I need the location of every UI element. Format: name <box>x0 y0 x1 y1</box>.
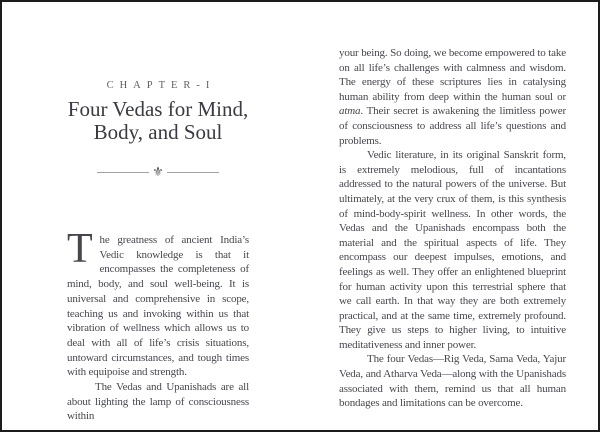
ornament-line-right <box>167 172 219 173</box>
right-page-text <box>339 46 566 411</box>
chapter-label: CHAPTER-I <box>106 80 216 91</box>
chapter-title-line2: Body, and Soul <box>93 120 223 144</box>
text-run: he greatness of ancient India’s Vedic knowledge is that it encompasses the completeness of mind, body, and soul well-being. It is universal and comprehensive in scope, teaching us and invoking within us that vibration of wellness which allows us to deal with all of life’s crisis situations, untoward circumstances, and tough times with equipoise and strength. <box>67 234 249 379</box>
ornament-line-left <box>97 172 149 173</box>
paragraph <box>339 148 566 352</box>
paragraph <box>339 46 566 148</box>
text-run: Vedic literature, in its original Sanskrit form, is extremely melodious, full of incantations addressed to the natural powers of the universe. But ultimately, at the very crux of them, is this synthesis of mind-body-spirit wellness. In other words, the Vedas and the Upanishads encompass both the material and the spiritual aspects of life. They encompass our deepest impulses, emotions, and feelings as well. They offer an enlightened blueprint for human activity upon this terrestrial sphere that we call earth. In that way they are both extremely practical, and at the same time, extremely profound. They give us steps to higher living, to intuitive meditativeness and inner power. <box>339 149 566 351</box>
text-run: . Their secret is awakening the limitless power of consciousness to address all life’s questions and problems. <box>339 105 566 147</box>
left-page <box>67 2 249 430</box>
text-run: your being. So doing, we become empowered to take on all life’s challenges with calmness and wisdom. The energy of these scriptures lies in catalysing human ability from deep within the human soul or <box>339 47 566 103</box>
text-run: The four Vedas—Rig Veda, Sama Veda, Yajur Veda, and Atharva Veda—along with the Upanishads associated with them, remind us that all human bondages and limitations can be overcome. <box>339 353 566 410</box>
drop-cap: T <box>67 226 93 272</box>
fleur-de-lis-icon: ⚜ <box>152 165 164 180</box>
chapter-title-line1: Four Vedas for Mind, <box>67 97 249 121</box>
paragraph <box>67 226 249 380</box>
ornament-divider <box>97 166 219 179</box>
text-run: The Vedas and Upanishads are all about lighting the lamp of consciousness within <box>67 381 249 423</box>
italic-text: atma <box>339 105 361 118</box>
left-page-text <box>67 226 249 424</box>
paragraph <box>67 380 249 424</box>
right-page <box>339 2 566 430</box>
chapter-title <box>67 98 249 144</box>
paragraph <box>339 352 566 410</box>
